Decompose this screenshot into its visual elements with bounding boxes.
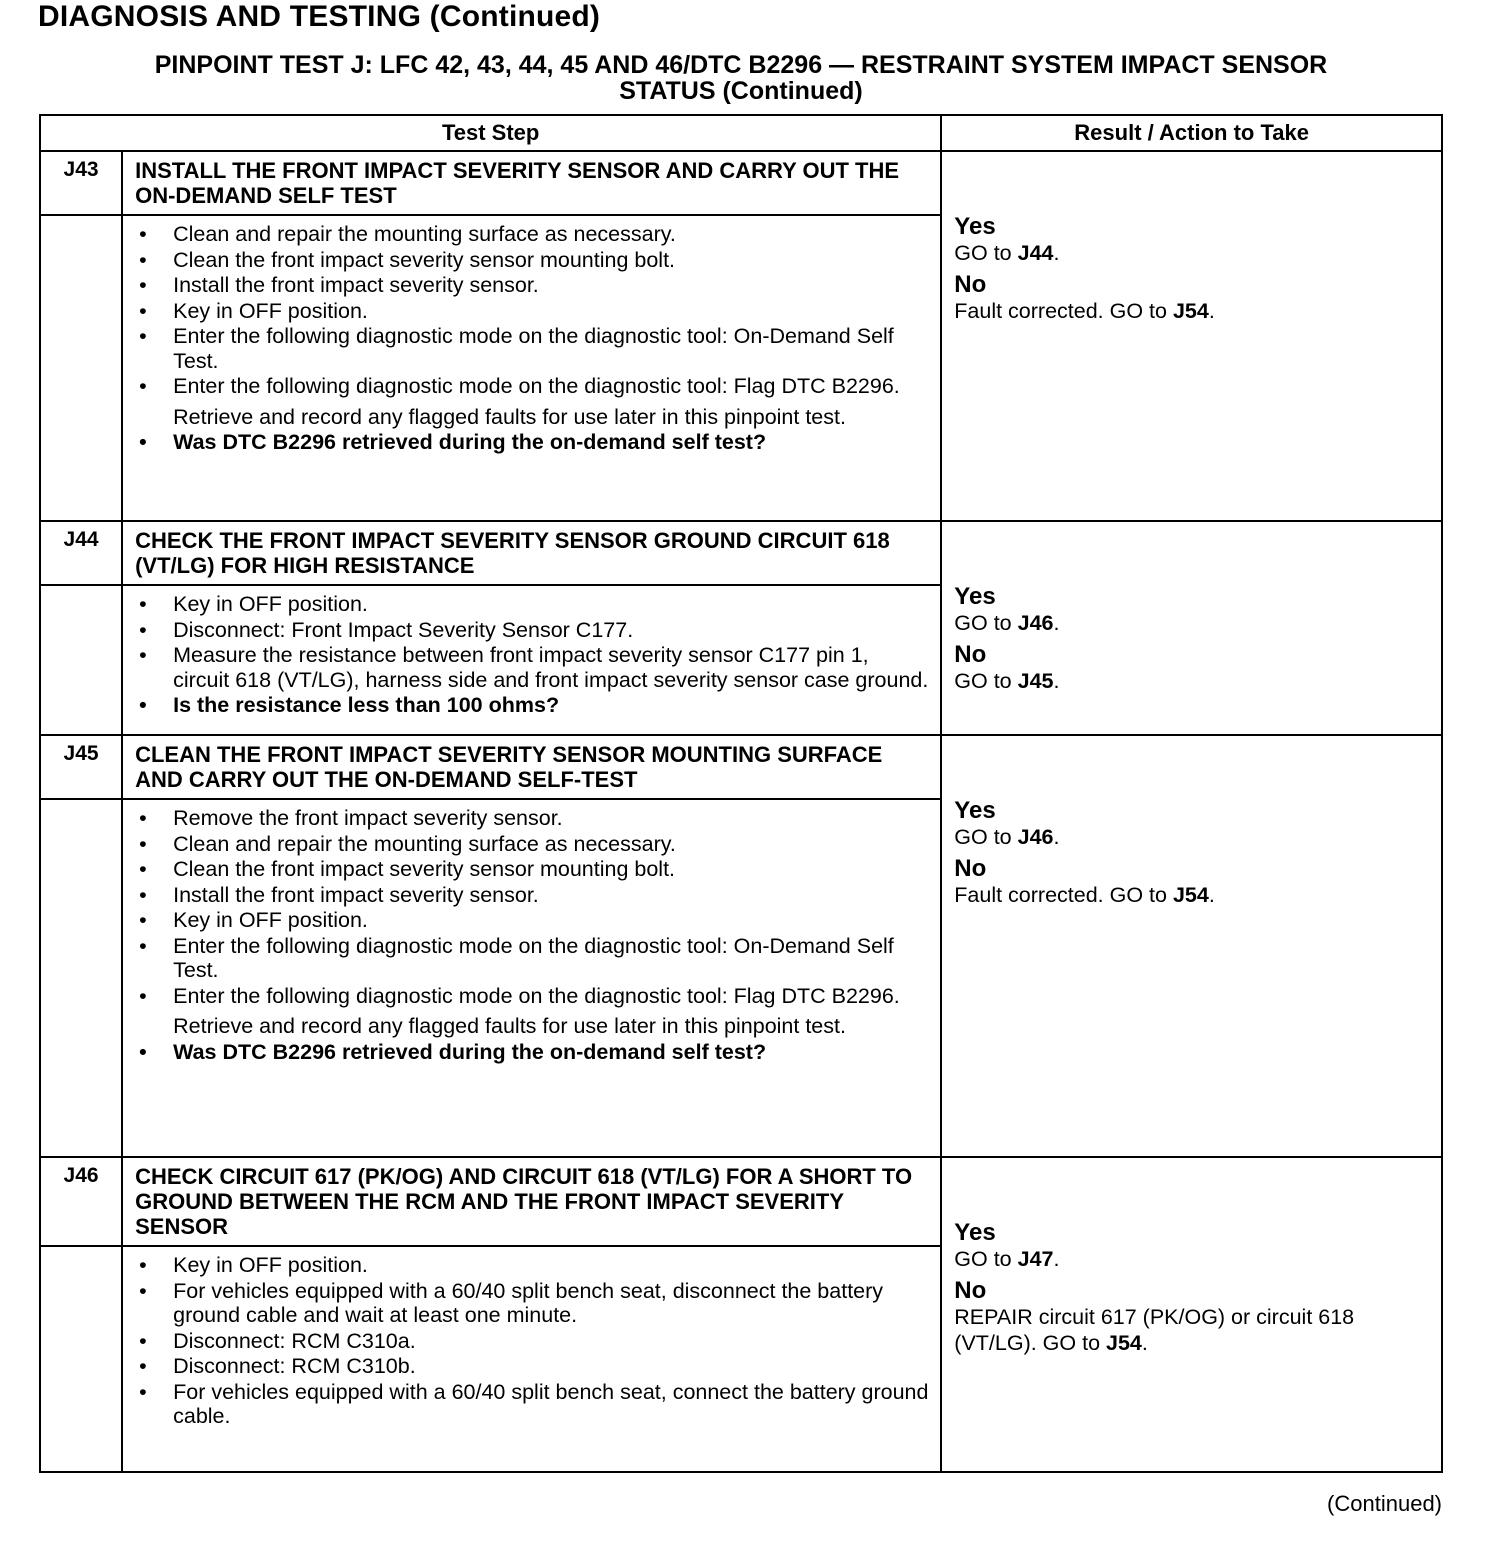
step-id-spacer [40, 215, 122, 521]
step-instruction: • Enter the following diagnostic mode on the diagnostic tool: Flag DTC B2296. [131, 984, 930, 1009]
no-ref: J45 [1017, 669, 1054, 693]
result-action [941, 1157, 1442, 1472]
yes-action: GO to J44. [954, 241, 1060, 265]
table-header-row [40, 115, 1442, 151]
step-instruction: • Key in OFF position. [131, 908, 930, 933]
yes-label: Yes [954, 213, 996, 240]
no-label: No [954, 855, 987, 882]
yes-label: Yes [954, 797, 996, 824]
continued-note: (Continued) [1327, 1491, 1442, 1516]
step-instruction: • Install the front impact severity sensor. [131, 273, 930, 298]
result-action [941, 151, 1442, 521]
step-question: • Was DTC B2296 retrieved during the on-demand self test? [131, 430, 930, 455]
no-label: No [954, 1277, 987, 1304]
subtitle-line-2: STATUS (Continued) [619, 77, 863, 105]
step-instruction: • Disconnect: Front Impact Severity Sensor C177. [131, 618, 930, 643]
pinpoint-test-table [39, 114, 1443, 1473]
step-id: J44 [40, 521, 122, 585]
step-note: Retrieve and record any flagged faults for use later in this pinpoint test. [173, 1014, 846, 1038]
step-instruction: • Key in OFF position. [131, 1253, 930, 1278]
yes-ref: J47 [1017, 1247, 1054, 1271]
step-instruction: • Enter the following diagnostic mode on the diagnostic tool: On-Demand Self Test. [131, 324, 930, 373]
step-instruction: • Key in OFF position. [131, 592, 930, 617]
test-step-header: Test Step [40, 115, 941, 151]
yes-action: GO to J47. [954, 1247, 1060, 1271]
pinpoint-test-title [40, 52, 1442, 104]
step-title-row [40, 521, 1442, 585]
step-note: Retrieve and record any flagged faults for use later in this pinpoint test. [173, 404, 846, 429]
step-instruction: • Key in OFF position. [131, 299, 930, 324]
step-instructions [122, 1246, 941, 1472]
instruction-list [131, 1253, 930, 1429]
step-instruction: • Clean and repair the mounting surface as necessary. [131, 832, 930, 857]
instruction-list [131, 222, 930, 455]
no-action: GO to J45. [954, 669, 1060, 693]
step-title: CLEAN THE FRONT IMPACT SEVERITY SENSOR MOUNTING SURFACE AND CARRY OUT THE ON-DEMAND SELF-TEST [122, 735, 941, 799]
step-title: CHECK CIRCUIT 617 (PK/OG) AND CIRCUIT 618 (VT/LG) FOR A SHORT TO GROUND BETWEEN THE RCM AND THE FRONT IMPACT SEVERITY SENSOR [122, 1157, 941, 1246]
step-id-spacer [40, 585, 122, 735]
subtitle-line-1: PINPOINT TEST J: LFC 42, 43, 44, 45 AND 46/DTC B2296 — RESTRAINT SYSTEM IMPACT SENSOR [154, 51, 1328, 79]
no-label: No [954, 271, 987, 298]
step-id: J46 [40, 1157, 122, 1246]
step-instructions [122, 215, 941, 521]
step-instructions [122, 585, 941, 735]
instruction-list [131, 806, 930, 1064]
no-ref: J54 [1172, 883, 1209, 907]
step-title: INSTALL THE FRONT IMPACT SEVERITY SENSOR AND CARRY OUT THE ON-DEMAND SELF TEST [122, 151, 941, 215]
yes-ref: J44 [1017, 241, 1054, 265]
step-instruction: • Remove the front impact severity sensor. [131, 806, 930, 831]
step-instruction: • Clean the front impact severity sensor mounting bolt. [131, 248, 930, 273]
step-id: J45 [40, 735, 122, 799]
step-question: • Is the resistance less than 100 ohms? [131, 693, 930, 718]
yes-action: GO to J46. [954, 611, 1060, 635]
step-instruction: • Disconnect: RCM C310a. [131, 1329, 930, 1354]
result-action [941, 735, 1442, 1157]
step-title: CHECK THE FRONT IMPACT SEVERITY SENSOR GROUND CIRCUIT 618 (VT/LG) FOR HIGH RESISTANCE [122, 521, 941, 585]
step-id-spacer [40, 799, 122, 1157]
no-ref: J54 [1172, 299, 1209, 323]
step-instruction: • Disconnect: RCM C310b. [131, 1354, 930, 1379]
yes-action: GO to J46. [954, 825, 1060, 849]
step-instruction: • Install the front impact severity sensor. [131, 883, 930, 908]
step-instruction: • Enter the following diagnostic mode on the diagnostic tool: Flag DTC B2296. [131, 374, 930, 399]
page-title: DIAGNOSIS AND TESTING (Continued) [38, 0, 601, 33]
step-instruction: • For vehicles equipped with a 60/40 split bench seat, disconnect the battery ground cable and wait at least one minute. [131, 1279, 930, 1328]
result-action [941, 521, 1442, 735]
no-label: No [954, 641, 987, 668]
step-id: J43 [40, 151, 122, 215]
yes-ref: J46 [1017, 611, 1054, 635]
yes-ref: J46 [1017, 825, 1054, 849]
yes-label: Yes [954, 1219, 996, 1246]
step-title-row [40, 151, 1442, 215]
step-instruction: • Enter the following diagnostic mode on the diagnostic tool: On-Demand Self Test. [131, 934, 930, 983]
step-instructions [122, 799, 941, 1157]
step-instruction: • For vehicles equipped with a 60/40 split bench seat, connect the battery ground cable. [131, 1380, 930, 1429]
no-ref: J54 [1106, 1331, 1142, 1355]
step-title-row [40, 735, 1442, 799]
no-action: Fault corrected. GO to J54. [954, 299, 1215, 323]
step-instruction: • Clean the front impact severity sensor mounting bolt. [131, 857, 930, 882]
step-id-spacer [40, 1246, 122, 1472]
instruction-list [131, 592, 930, 718]
step-instruction: • Clean and repair the mounting surface as necessary. [131, 222, 930, 247]
no-action: REPAIR circuit 617 (PK/OG) or circuit 618 (VT/LG). GO to J54. [954, 1305, 1355, 1355]
result-action-header: Result / Action to Take [941, 115, 1442, 151]
step-question: • Was DTC B2296 retrieved during the on-demand self test? [131, 1040, 930, 1065]
yes-label: Yes [954, 583, 996, 610]
step-instruction: • Measure the resistance between front impact severity sensor C177 pin 1, circuit 618 (VT/LG), harness side and front impact severity sensor case ground. [131, 643, 930, 692]
no-action: Fault corrected. GO to J54. [954, 883, 1215, 907]
step-title-row [40, 1157, 1442, 1246]
